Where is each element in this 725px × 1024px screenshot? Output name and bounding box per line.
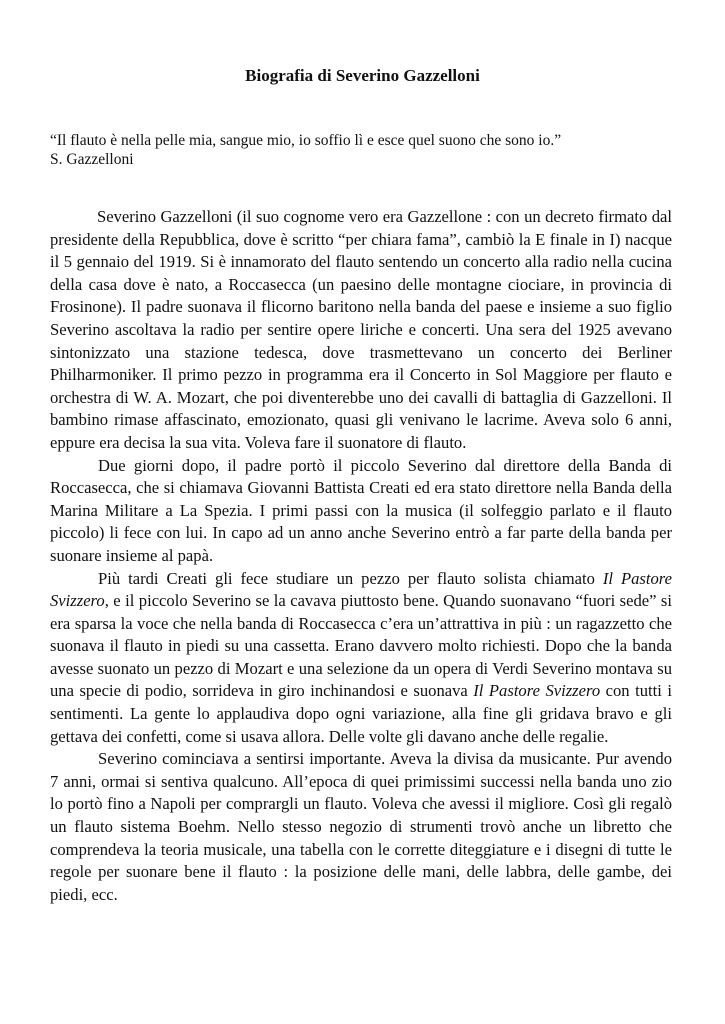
paragraph-3-text-c: con tutti i sentimenti. La gente lo applaudiva dopo ogni variazione, alla fine gli gridava bravo e gli gettava dei confetti, come si usava allora. Delle volte gli davano anche delle regalie. — [50, 681, 672, 746]
epigraph-attribution: S. Gazzelloni — [50, 151, 134, 168]
document-title: Biografia di Severino Gazzelloni — [245, 66, 480, 85]
paragraph-3-text-a: Più tardi Creati gli fece studiare un pezzo per flauto solista chiamato — [98, 568, 603, 588]
paragraph-3-text-b: , e il piccolo Severino se la cavava piuttosto bene. Quando suonavano “fuori sede” si era sparsa la voce che nella banda di Roccasecca c’era un’attrattiva in più : un ragazzetto che suonava il flauto in piedi su una cassetta. Erano davvero molto richiesti. Dopo che la banda avesse suonato un pezzo di Mozart e una selezione da un opera di Verdi Severino montava su una specie di podio, sorrideva in giro inchinandosi e suonava — [50, 591, 672, 701]
paragraph-1: Severino Gazzelloni (il suo cognome vero era Gazzellone : con un decreto firmato dal presidente della Repubblica, dove è scritto “per chiara fama”, cambiò la E finale in I) nacque il 5 gennaio del 1919. Si è innamorato del flauto sentendo un concerto alla radio nella cucina della casa dove è nato, a Roccasecca (un paesino delle montagne ciociare, in provincia di Frosinone). Il padre suonava il flicorno baritono nella banda del paese e insieme a suo figlio Severino ascoltava la radio per sentire opere liriche e concerti. Una sera del 1925 avevano sintonizzato una stazione tedesca, dove trasmettevano un concerto dei Berliner Philharmoniker. Il primo pezzo in programma era il Concerto in Sol Maggiore per flauto e orchestra di W. A. Mozart, che poi diventerebbe uno dei cavalli di battaglia di Gazzelloni. Il bambino rimase affascinato, emozionato, quasi gli venivano le lacrime. Aveva solo 6 anni, eppure era decisa la sua vita. Voleva fare il suonatore di flauto. — [50, 207, 672, 452]
paragraph-4: Severino cominciava a sentirsi importante. Aveva la divisa da musicante. Pur avendo 7 anni, ormai si sentiva qualcuno. All’epoca di quei primissimi successi nella banda uno zio lo portò fino a Napoli per comprargli un flauto. Voleva che avessi il migliore. Così gli regalò un flauto sistema Boehm. Nello stesso negozio di strumenti trovò anche un libretto che comprendeva la teoria musicale, una tabella con le corrette diteggiature e i disegni di tutte le regole per suonare bene il flauto : la posizione delle mani, delle labbra, delle gambe, dei piedi, ecc. — [50, 749, 672, 904]
paragraph-2: Due giorni dopo, il padre portò il piccolo Severino dal direttore della Banda di Roccasecca, che si chiamava Giovanni Battista Creati ed era stato direttore nella Banda della Marina Militare a La Spezia. I primi passi con la musica (il solfeggio parlato e il flauto piccolo) li fece con lui. In capo ad un anno anche Severino entrò a far parte della banda per suonare insieme al papà. — [50, 455, 672, 565]
paragraph-3 — [50, 568, 672, 749]
epigraph-quote: “Il flauto è nella pelle mia, sangue mio, io soffio lì e esce quel suono che sono io.” — [50, 132, 562, 149]
work-title-italic: Il Pastore Svizzero — [50, 568, 672, 611]
work-title-italic: Il Pastore Svizzero — [473, 681, 601, 701]
epigraph — [50, 131, 680, 169]
biography-body — [50, 206, 672, 906]
